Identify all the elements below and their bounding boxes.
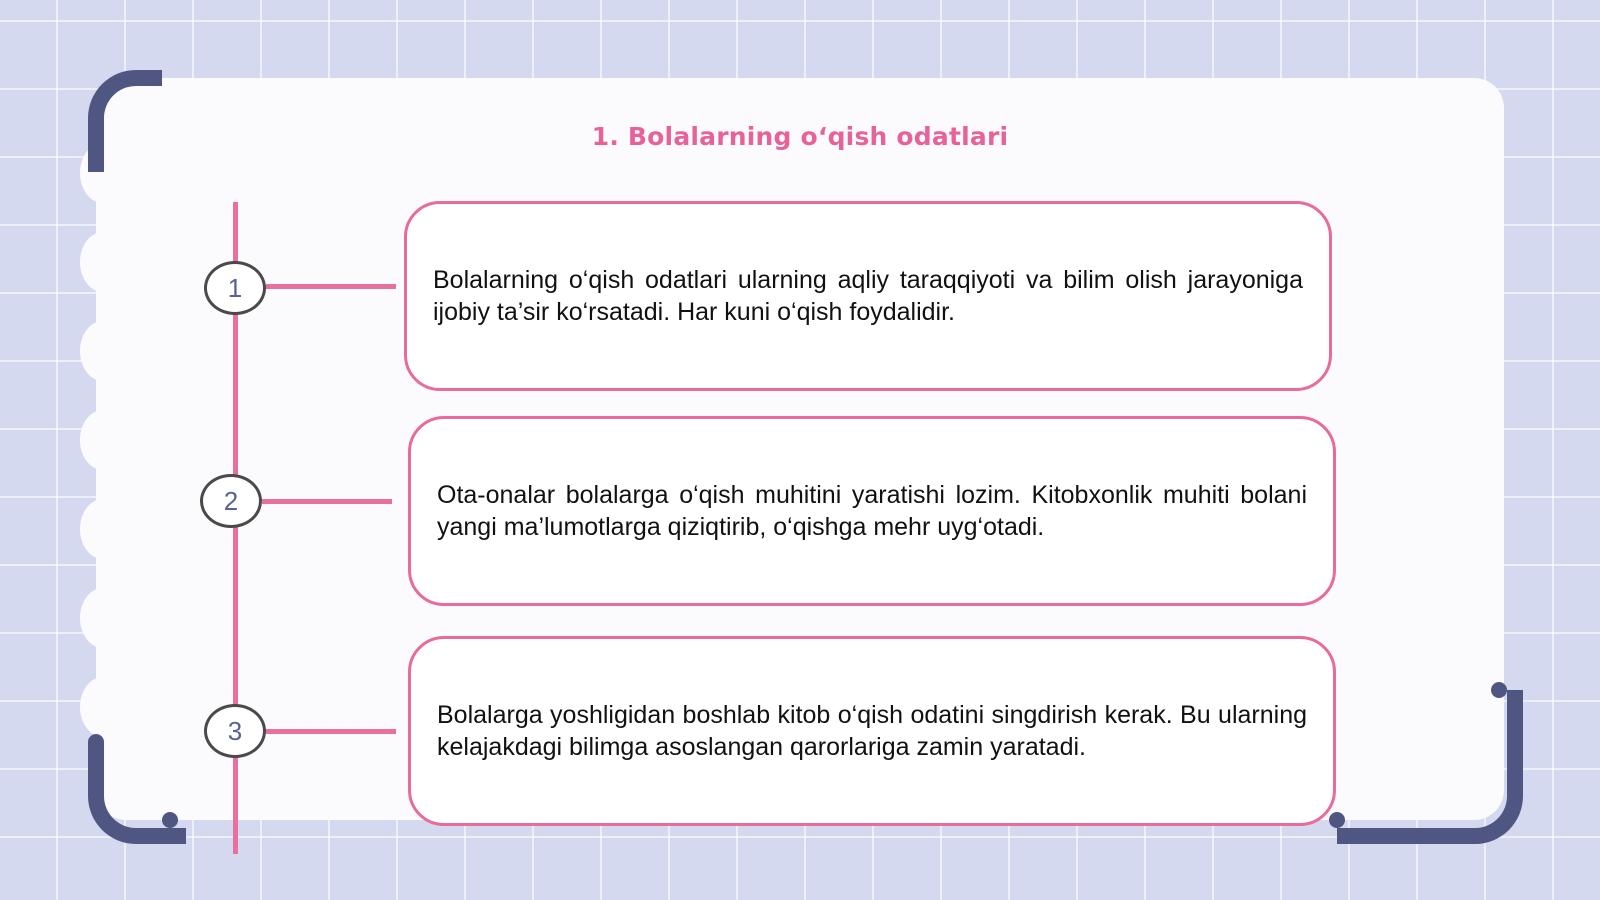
text-box-2 <box>408 416 1336 606</box>
timeline-connector <box>266 729 396 734</box>
paper-scallop <box>80 232 126 292</box>
text-box-3 <box>408 636 1336 826</box>
paper-scallop <box>80 677 126 737</box>
step-number-3: 3 <box>204 704 266 758</box>
slide-title: 1. Bolalarning o‘qish odatlari <box>591 122 1009 151</box>
bracket-end <box>138 70 154 86</box>
corner-bracket-bottom-left <box>88 742 186 844</box>
timeline-connector <box>262 499 392 504</box>
text-box-body: Ota-onalar bolalarga o‘qish muhitini yaratishi lozim. Kitobxonlik muhiti bolani yangi ma’lumotlarga qiziqtirib, o‘qishga mehr uyg‘otadi. <box>437 481 1307 541</box>
bracket-end <box>88 148 104 164</box>
step-number-1: 1 <box>204 261 266 315</box>
text-box-body: Bolalarga yoshligidan boshlab kitob o‘qish odatini singdirish kerak. Bu ularning kelajakdagi bilimga asoslangan qarorlariga zamin yaratadi. <box>437 701 1307 761</box>
bracket-end <box>88 734 104 750</box>
bracket-end <box>1329 812 1345 828</box>
bracket-end <box>162 812 178 828</box>
paper-scallop <box>80 588 126 648</box>
step-number-2: 2 <box>200 474 262 528</box>
timeline-connector <box>266 284 396 289</box>
text-box-1 <box>404 201 1332 391</box>
paper-scallop <box>80 321 126 381</box>
corner-bracket-bottom-right <box>1337 690 1523 844</box>
text-box-body: Bolalarning o‘qish odatlari ularning aqliy taraqqiyoti va bilim olish jarayoniga ijobiy ta’sir ko‘rsatadi. Har kuni o‘qish foydalidir. <box>433 266 1303 326</box>
bracket-end <box>1491 682 1507 698</box>
paper-scallop <box>80 410 126 470</box>
paper-scallop <box>80 499 126 559</box>
